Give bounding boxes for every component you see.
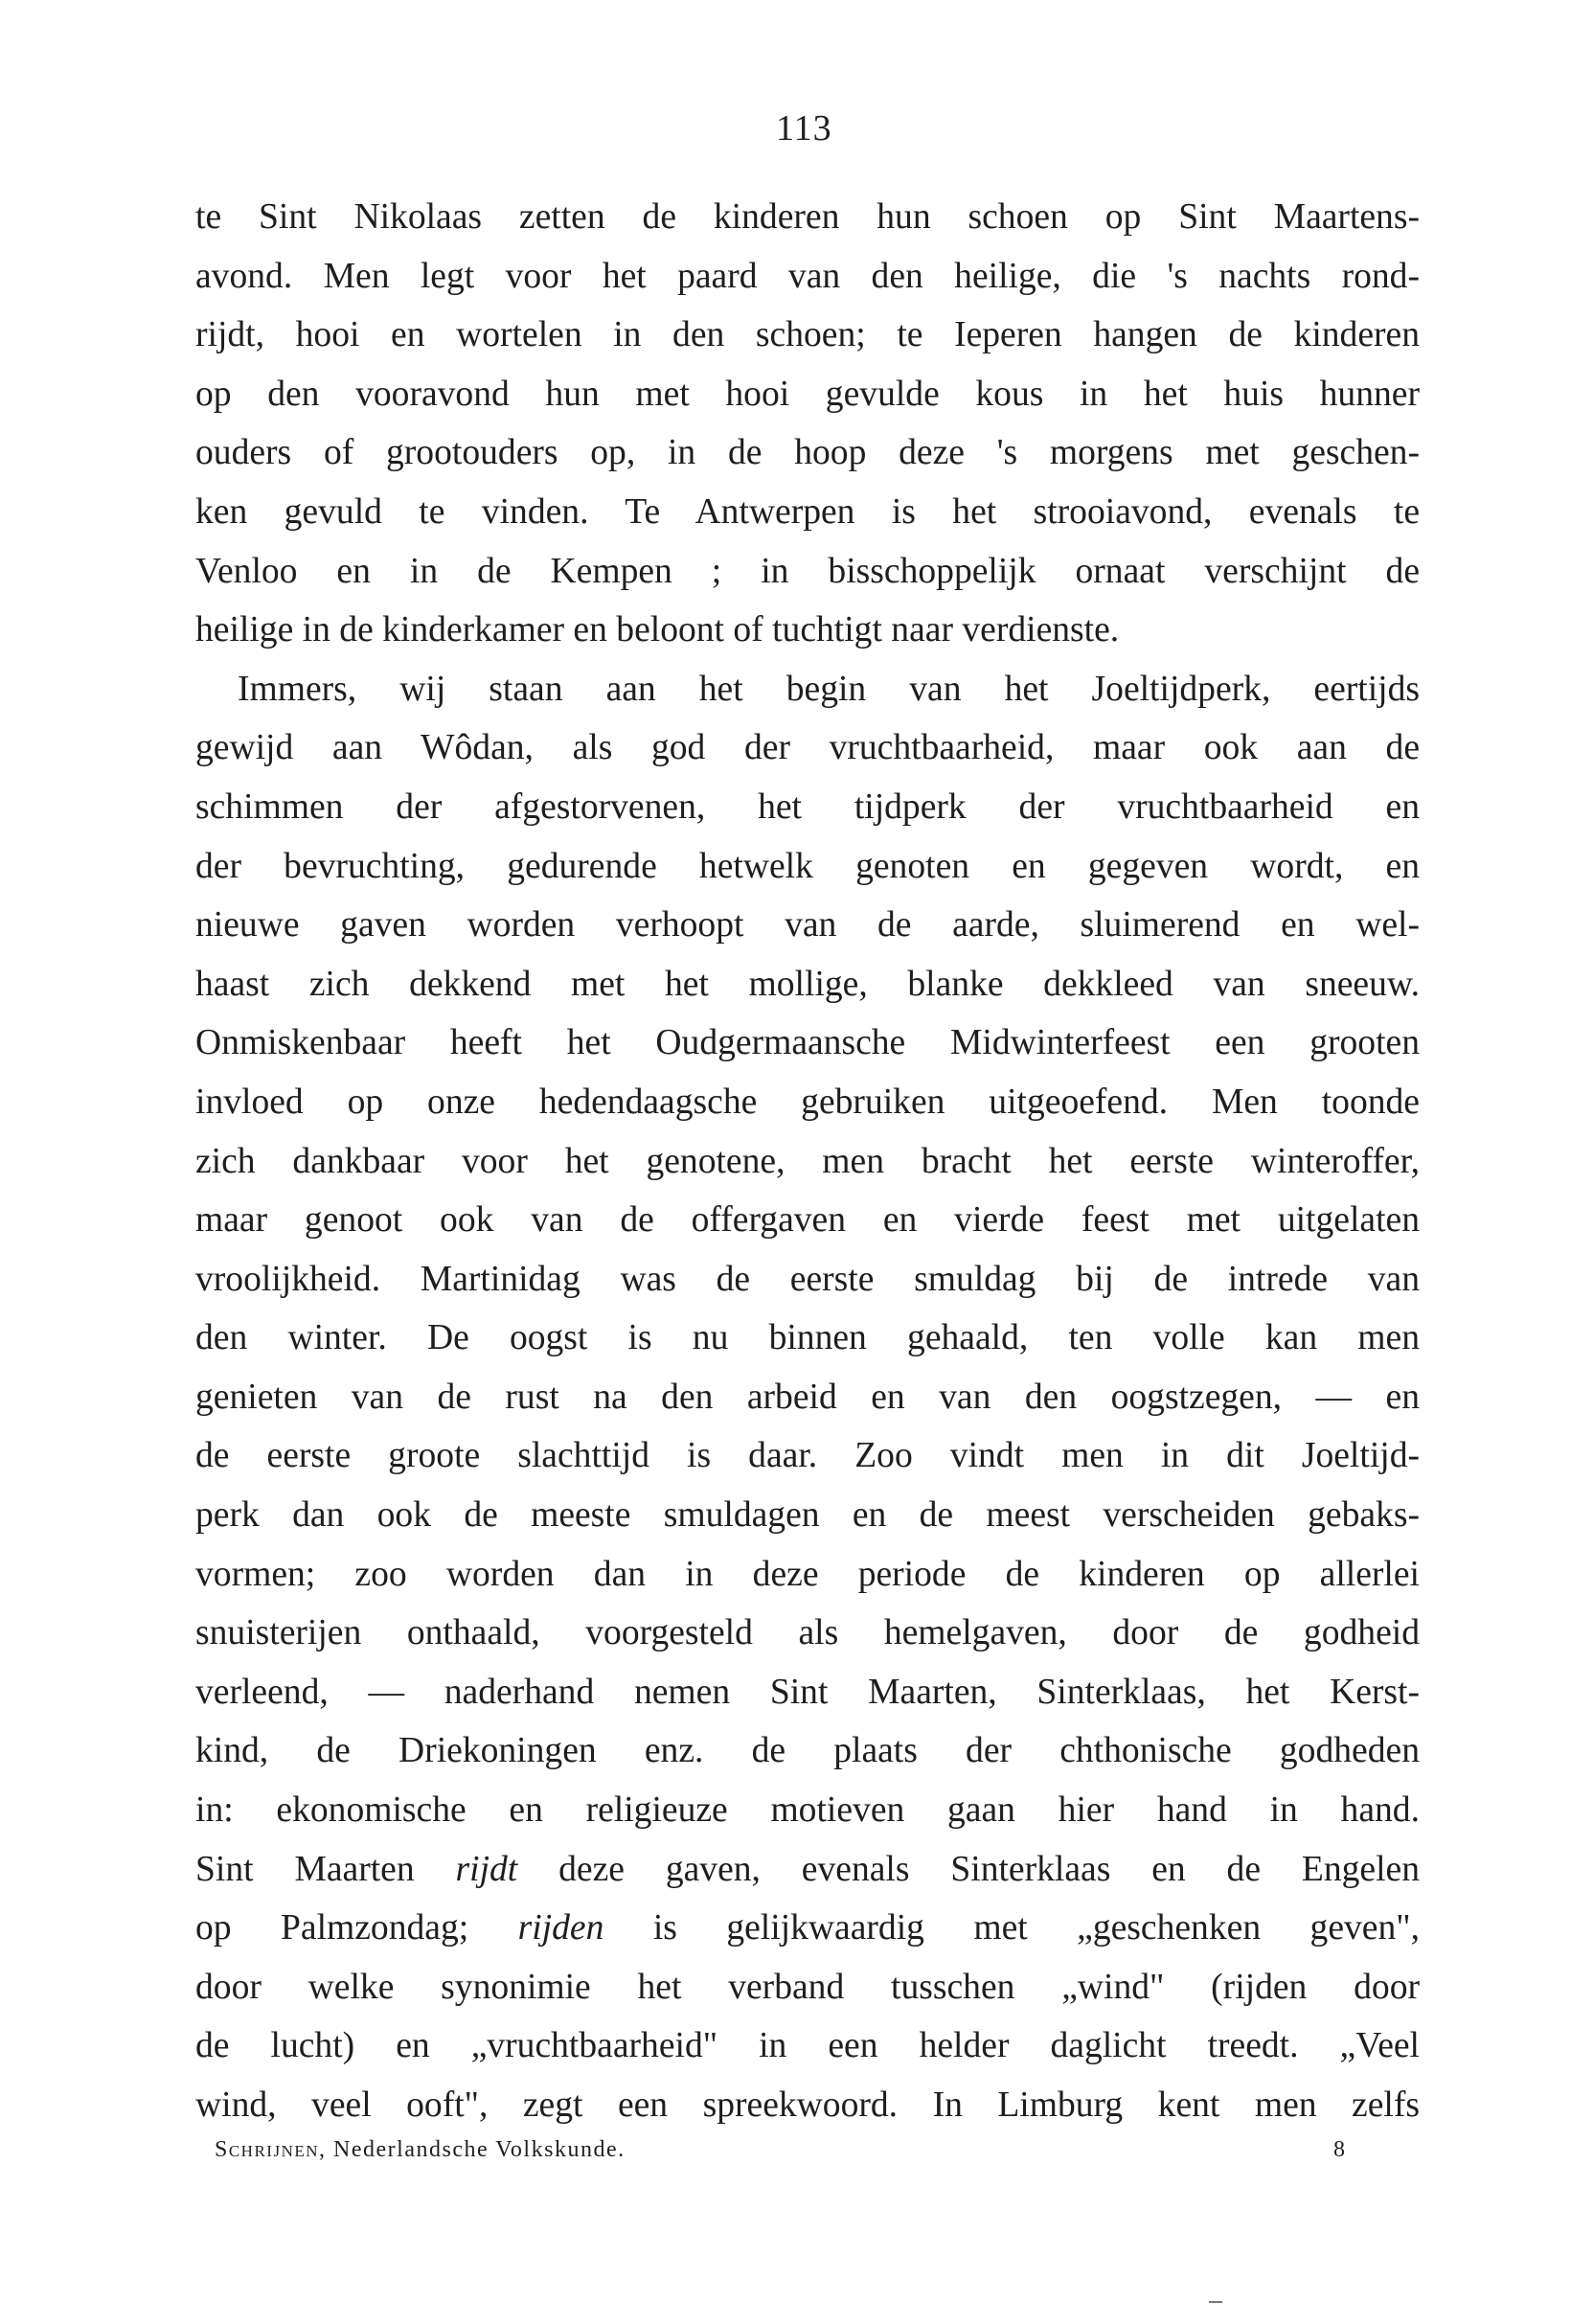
footer-author: Schrijnen: [215, 2137, 320, 2162]
text-run: haast zich dekkend met het mollige, blanke dekkleed van sneeuw.: [195, 964, 1420, 1004]
text-line: [195, 896, 1420, 955]
text-line: [195, 483, 1420, 542]
text-line: [195, 955, 1420, 1014]
footer-title: , Nederlandsche Volkskunde.: [319, 2137, 626, 2162]
text-run: maar genoot ook van de offergaven en vierde feest met uitgelaten: [195, 1200, 1420, 1241]
text-line: [195, 660, 1420, 719]
text-run: rijdt, hooi en wortelen in den schoen; te Ieperen hangen de kinderen: [195, 315, 1420, 355]
text-line: [195, 2016, 1420, 2076]
italic-word: rijdt: [455, 1849, 518, 1889]
italic-word: rijden: [517, 1908, 604, 1948]
text-line: [195, 1663, 1420, 1722]
text-run: der bevruchting, gedurende hetwelk genoten en gegeven wordt, en: [195, 846, 1420, 886]
text-line: [195, 2076, 1420, 2135]
text-run: nieuwe gaven worden verhoopt van de aarde, sluimerend en wel-: [195, 905, 1420, 946]
text-run: deze gaven, evenals Sinterklaas en de Engelen: [517, 1849, 1420, 1889]
text-run: op Palmzondag;: [195, 1908, 518, 1948]
text-run: wind, veel ooft", zegt een spreekwoord. In Limburg kent men zelfs: [195, 2085, 1420, 2125]
text-line: [195, 1840, 1420, 1900]
text-line: [195, 718, 1420, 778]
text-run: kind, de Driekoningen enz. de plaats der chthonische godheden: [195, 1731, 1420, 1771]
text-run: op den vooravond hun met hooi gevulde kous in het huis hunner: [195, 374, 1420, 414]
text-run: in: ekonomische en religieuze motieven gaan hier hand in hand.: [195, 1790, 1420, 1831]
text-run: schimmen der afgestorvenen, het tijdperk der vruchtbaarheid en: [195, 786, 1420, 827]
text-run: is gelijkwaardig met „geschenken geven",: [603, 1908, 1420, 1948]
text-line: [195, 1368, 1420, 1427]
text-line: [195, 188, 1420, 247]
text-line: [195, 1781, 1420, 1840]
text-run: ouders of grootouders op, in de hoop deze 's morgens met geschen-: [195, 433, 1420, 473]
text-run: Venloo en in de Kempen ; in bisschoppelijk ornaat verschijnt de: [195, 551, 1420, 591]
text-line: [195, 1132, 1420, 1192]
page-number: 113: [776, 108, 832, 148]
text-line: [195, 1721, 1420, 1781]
text-line: [195, 1899, 1420, 1958]
text-run: Onmiskenbaar heeft het Oudgermaansche Midwinterfeest een grooten: [195, 1023, 1420, 1063]
footer-sheet-number: 8: [1333, 2137, 1345, 2162]
text-run: vroolijkheid. Martinidag was de eerste smuldag bij de intrede van: [195, 1259, 1420, 1299]
text-line: [195, 247, 1420, 307]
text-line: [195, 1958, 1420, 2017]
text-run: de eerste groote slachttijd is daar. Zoo vindt men in dit Joeltijd-: [195, 1436, 1420, 1476]
text-line: [195, 542, 1420, 602]
text-line: [195, 1014, 1420, 1073]
text-run: heilige in de kinderkamer en beloont of tuchtigt naar verdienste.: [195, 610, 1120, 650]
text-line: [195, 1191, 1420, 1250]
text-line: [195, 365, 1420, 424]
text-run: invloed op onze hedendaagsche gebruiken uitgeoefend. Men toonde: [195, 1082, 1420, 1122]
text-line: [195, 1604, 1420, 1663]
text-run: te Sint Nikolaas zetten de kinderen hun schoen op Sint Maartens-: [195, 197, 1420, 237]
text-run: ken gevuld te vinden. Te Antwerpen is het strooiavond, evenals te: [195, 491, 1420, 532]
text-line: [195, 601, 1420, 660]
print-speck: [1209, 2301, 1222, 2303]
text-line: [195, 1486, 1420, 1545]
text-run: snuisterijen onthaald, voorgesteld als hemelgaven, door de godheid: [195, 1613, 1420, 1653]
text-run: avond. Men legt voor het paard van den heilige, die 's nachts rond-: [195, 256, 1420, 296]
body-text: [195, 188, 1420, 2135]
text-line: [195, 1250, 1420, 1310]
text-run: vormen; zoo worden dan in deze periode de kinderen op allerlei: [195, 1554, 1420, 1594]
text-run: den winter. De oogst is nu binnen gehaald, ten volle kan men: [195, 1318, 1420, 1358]
text-line: [195, 1073, 1420, 1132]
text-line: [195, 423, 1420, 483]
text-run: door welke synonimie het verband tusschen „wind" (rijden door: [195, 1967, 1420, 2007]
text-run: verleend, — naderhand nemen Sint Maarten, Sinterklaas, het Kerst-: [195, 1672, 1420, 1712]
text-run: gewijd aan Wôdan, als god der vruchtbaarheid, maar ook aan de: [195, 728, 1420, 768]
text-run: Immers, wij staan aan het begin van het Joeltijdperk, eertijds: [238, 669, 1420, 709]
text-run: genieten van de rust na den arbeid en van den oogstzegen, — en: [195, 1377, 1420, 1417]
text-run: de lucht) en „vruchtbaarheid" in een helder daglicht treedt. „Veel: [195, 2026, 1420, 2066]
text-line: [195, 1545, 1420, 1605]
footer-signature: [215, 2137, 626, 2163]
text-line: [195, 1309, 1420, 1368]
text-run: Sint Maarten: [195, 1849, 456, 1889]
text-line: [195, 837, 1420, 897]
text-line: [195, 306, 1420, 365]
text-line: [195, 778, 1420, 837]
text-run: zich dankbaar voor het genotene, men bracht het eerste winteroffer,: [195, 1141, 1420, 1181]
text-line: [195, 1426, 1420, 1486]
text-run: perk dan ook de meeste smuldagen en de meest verscheiden gebaks-: [195, 1495, 1420, 1536]
